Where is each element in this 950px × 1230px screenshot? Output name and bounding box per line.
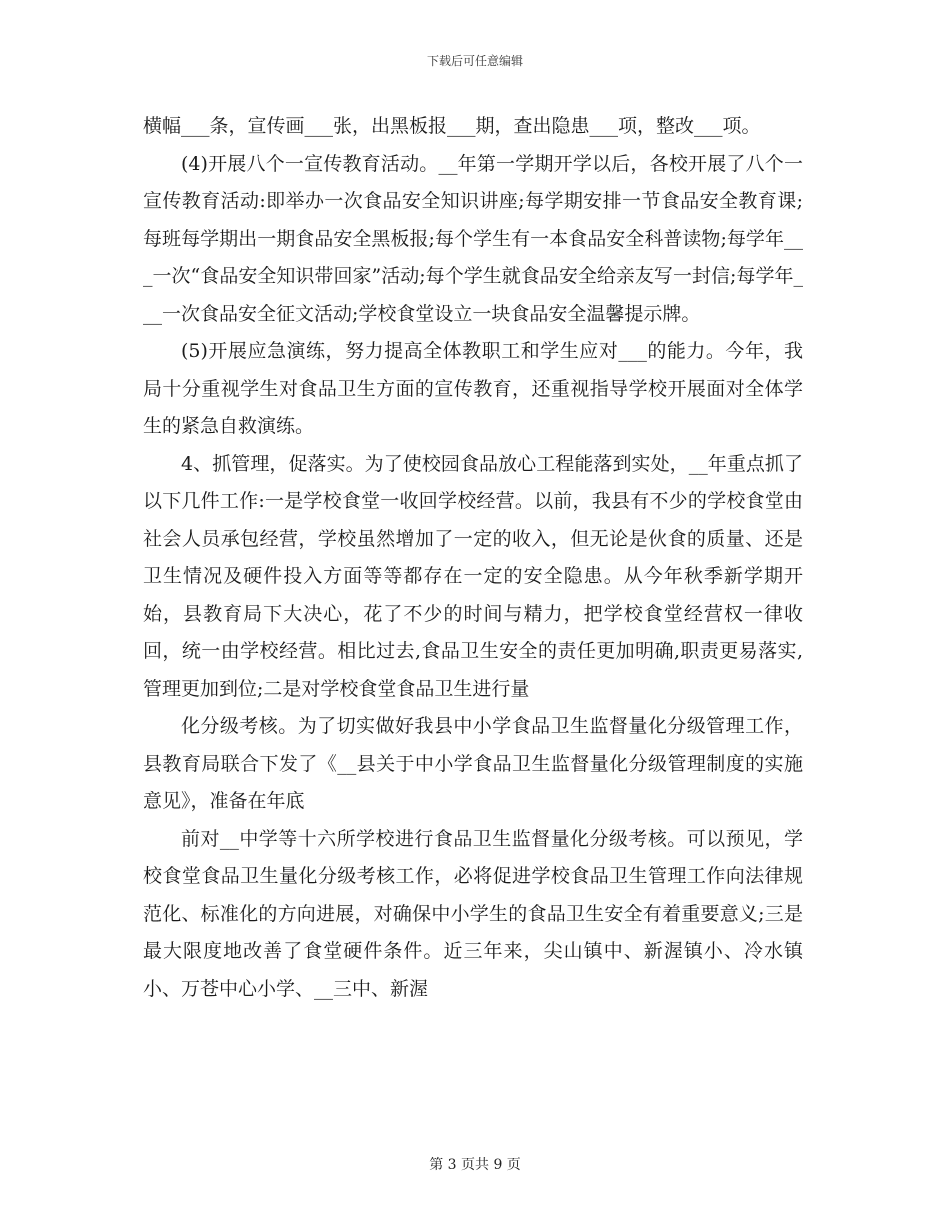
paragraph-quantified-assessment: 化分级考核。为了切实做好我县中小学食品卫生监督量化分级管理工作，县教育局联合下发了《__县关于中小学食品卫生监督量化分级管理制度的实施意见》，准备在年底 xyxy=(143,715,803,812)
document-body xyxy=(143,108,803,1008)
paragraph-continuation: 横幅___条，宣传画___张，出黑板报___期，查出隐患___项，整改___项。 xyxy=(143,115,761,137)
page-header: 下载后可任意编辑 xyxy=(426,54,523,68)
paragraph-section-4: 4、抓管理，促落实。为了使校园食品放心工程能落到实处，__年重点抓了以下几件工作:一是学校食堂一收回学校经营。以前，我县有不少的学校食堂由社会人员承包经营，学校虽然增加了一定的收入，但无论是伙食的质量、还是卫生情况及硬件投入方面等等都存在一定的安全隐患。从今年秋季新学期开始，县教育局下大决心，花了不少的时间与精力，把学校食堂经营权一律收回，统一由学校经营。相比过去,食品卫生安全的责任更加明确,职责更易落实,管理更加到位;二是对学校食堂食品卫生进行量 xyxy=(143,452,803,700)
page-number: 第 3 页共 9 页 xyxy=(429,1157,521,1173)
paragraph-item-5: (5)开展应急演练，努力提高全体教职工和学生应对___的能力。今年，我局十分重视学生对食品卫生方面的宣传教育，还重视指导学校开展面对全体学生的紧急自救演练。 xyxy=(143,340,803,437)
paragraph-item-4: (4)开展八个一宣传教育活动。__年第一学期开学以后，各校开展了八个一宣传教育活动:即举办一次食品安全知识讲座;每学期安排一节食品安全教育课;每班每学期出一期食品安全黑板报;每个学生有一本食品安全科普读物;每学年___一次“食品安全知识带回家”活动;每个学生就食品安全给亲友写一封信;每学年___一次食品安全征文活动;学校食堂设立一块食品安全温馨提示牌。 xyxy=(143,152,803,325)
paragraph-assessment-plan: 前对__中学等十六所学校进行食品卫生监督量化分级考核。可以预见，学校食堂食品卫生量化分级考核工作，必将促进学校食品卫生管理工作向法律规范化、标准化的方向进展，对确保中小学生的食品卫生安全有着重要意义;三是最大限度地改善了食堂硬件条件。近三年来，尖山镇中、新渥镇小、冷水镇小、万苍中心小学、__三中、新渥 xyxy=(143,827,803,1000)
